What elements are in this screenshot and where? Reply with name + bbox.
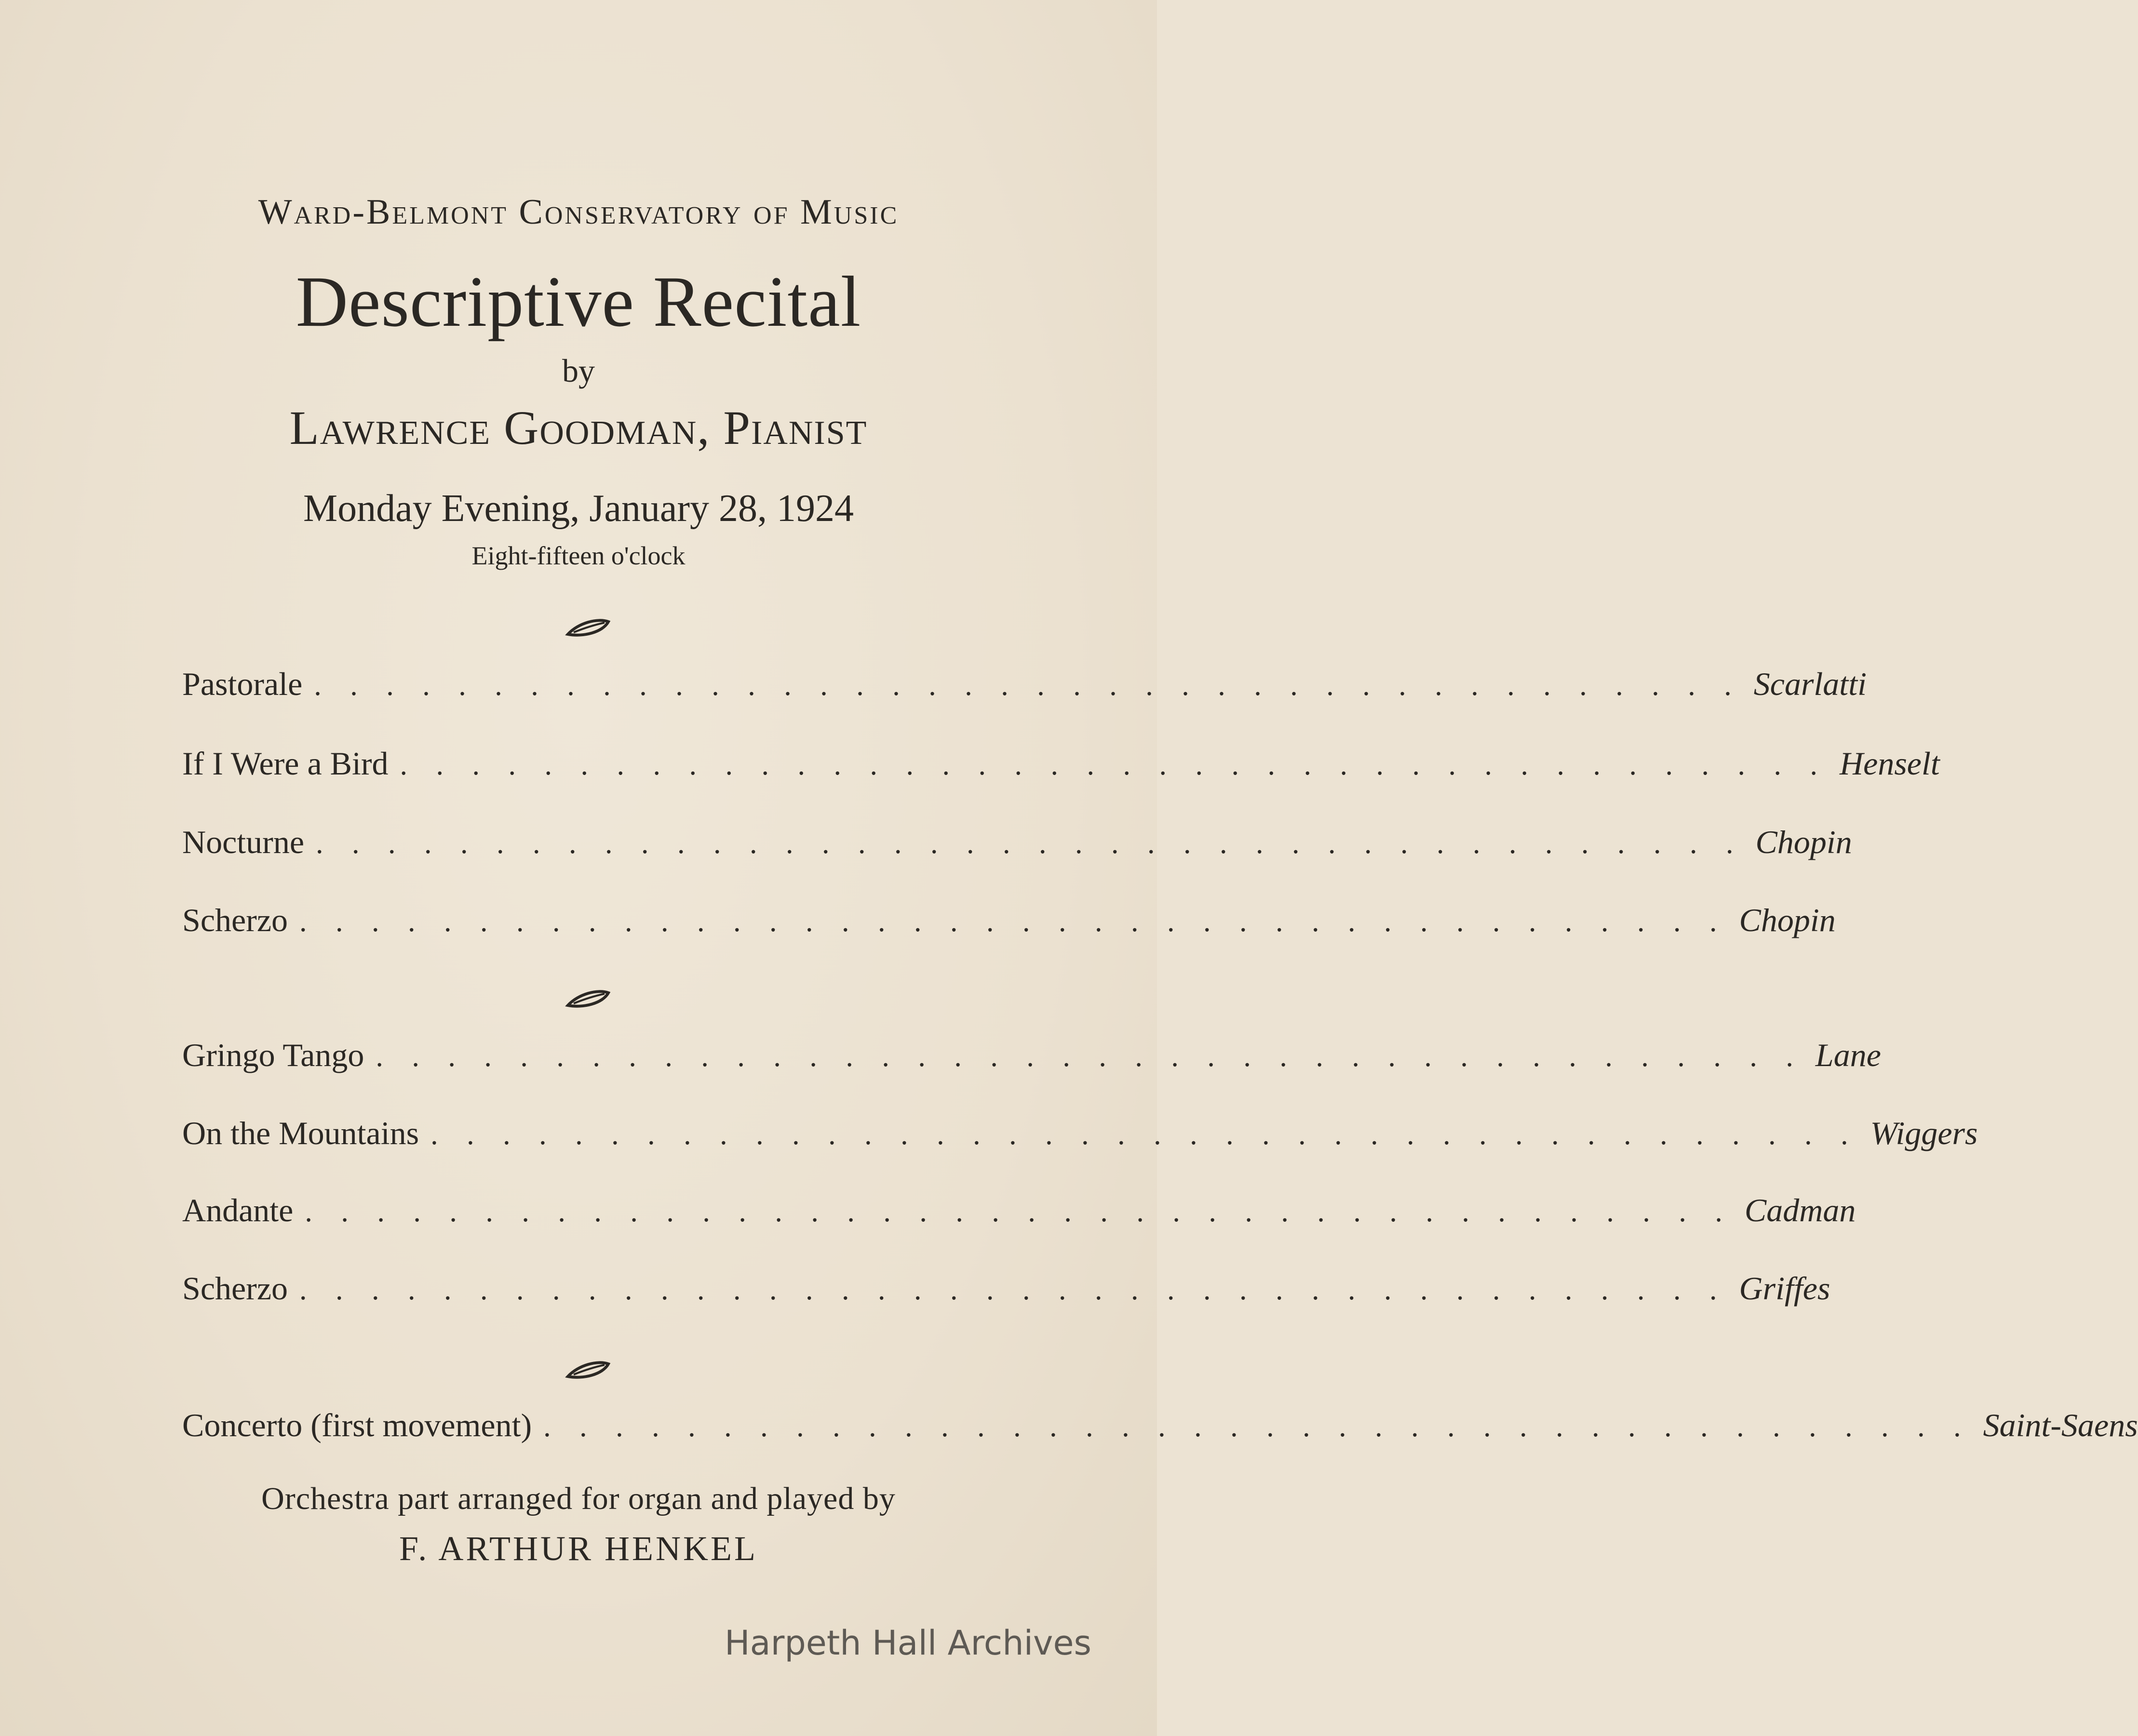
dot-leader: . . . . . . . . . . . . . . . . . . . . . . . . . . . . . . . . . . . . . . . .: [314, 669, 1742, 702]
dot-leader: . . . . . . . . . . . . . . . . . . . . . . . . . . . . . . . . . . . . . . . .: [299, 1273, 1728, 1306]
dot-leader: . . . . . . . . . . . . . . . . . . . . . . . . . . . . . . . . . . . . . . . .: [430, 1118, 1859, 1151]
leaf-ornament-icon: [564, 984, 612, 1013]
piece-title: Gringo Tango: [182, 1037, 364, 1073]
program-item: [182, 901, 1836, 945]
arrangement-note: Orchestra part arranged for organ and played by: [261, 1481, 896, 1516]
recital-date: Monday Evening, January 28, 1924: [303, 487, 854, 530]
program-item: [182, 1191, 1856, 1235]
recital-title: Descriptive Recital: [296, 262, 861, 342]
program-item: [182, 1406, 2138, 1450]
leaf-ornament-icon: [564, 1355, 612, 1384]
composer-name: Griffes: [1739, 1270, 1830, 1307]
dot-leader: . . . . . . . . . . . . . . . . . . . . . . . . . . . . . . . . . . . . . . . .: [299, 905, 1728, 938]
program-item: [182, 1036, 1881, 1080]
composer-name: Lane: [1815, 1037, 1881, 1073]
composer-name: Scarlatti: [1753, 666, 1867, 702]
archive-watermark: Harpeth Hall Archives: [725, 1623, 1091, 1663]
piece-title: Scherzo: [182, 1270, 288, 1307]
piece-title: Scherzo: [182, 902, 288, 938]
dot-leader: . . . . . . . . . . . . . . . . . . . . . . . . . . . . . . . . . . . . . . . .: [316, 827, 1744, 860]
piece-title: Concerto (first movement): [182, 1407, 532, 1443]
organist-name: F. ARTHUR HENKEL: [399, 1529, 758, 1568]
composer-name: Henselt: [1840, 745, 1940, 782]
piece-title: Nocturne: [182, 824, 305, 860]
program-item: [182, 1269, 1830, 1313]
composer-name: Chopin: [1755, 824, 1852, 860]
conservatory-name: Ward-Belmont Conservatory of Music: [258, 192, 899, 232]
piece-title: Andante: [182, 1192, 294, 1229]
dot-leader: . . . . . . . . . . . . . . . . . . . . . . . . . . . . . . . . . . . . . . . .: [305, 1195, 1733, 1228]
program-item: [182, 1114, 1978, 1158]
by-line: by: [562, 352, 595, 389]
program-item: [182, 665, 1867, 708]
recital-time: Eight-fifteen o'clock: [471, 541, 686, 570]
dot-leader: . . . . . . . . . . . . . . . . . . . . . . . . . . . . . . . . . . . . . . . .: [376, 1040, 1804, 1073]
program-item: [182, 745, 1940, 788]
leaf-ornament-icon: [564, 613, 612, 642]
composer-name: Saint-Saens: [1983, 1407, 2138, 1443]
piece-title: Pastorale: [182, 666, 303, 702]
composer-name: Wiggers: [1870, 1115, 1978, 1151]
program-item: [182, 823, 1852, 867]
composer-name: Chopin: [1739, 902, 1836, 938]
performer-name: Lawrence Goodman, Pianist: [289, 401, 868, 454]
dot-leader: . . . . . . . . . . . . . . . . . . . . . . . . . . . . . . . . . . . . . . . .: [400, 748, 1829, 781]
piece-title: If I Were a Bird: [182, 745, 389, 782]
piece-title: On the Mountains: [182, 1115, 419, 1151]
composer-name: Cadman: [1744, 1192, 1856, 1229]
dot-leader: . . . . . . . . . . . . . . . . . . . . . . . . . . . . . . . . . . . . . . . .: [543, 1410, 1972, 1443]
